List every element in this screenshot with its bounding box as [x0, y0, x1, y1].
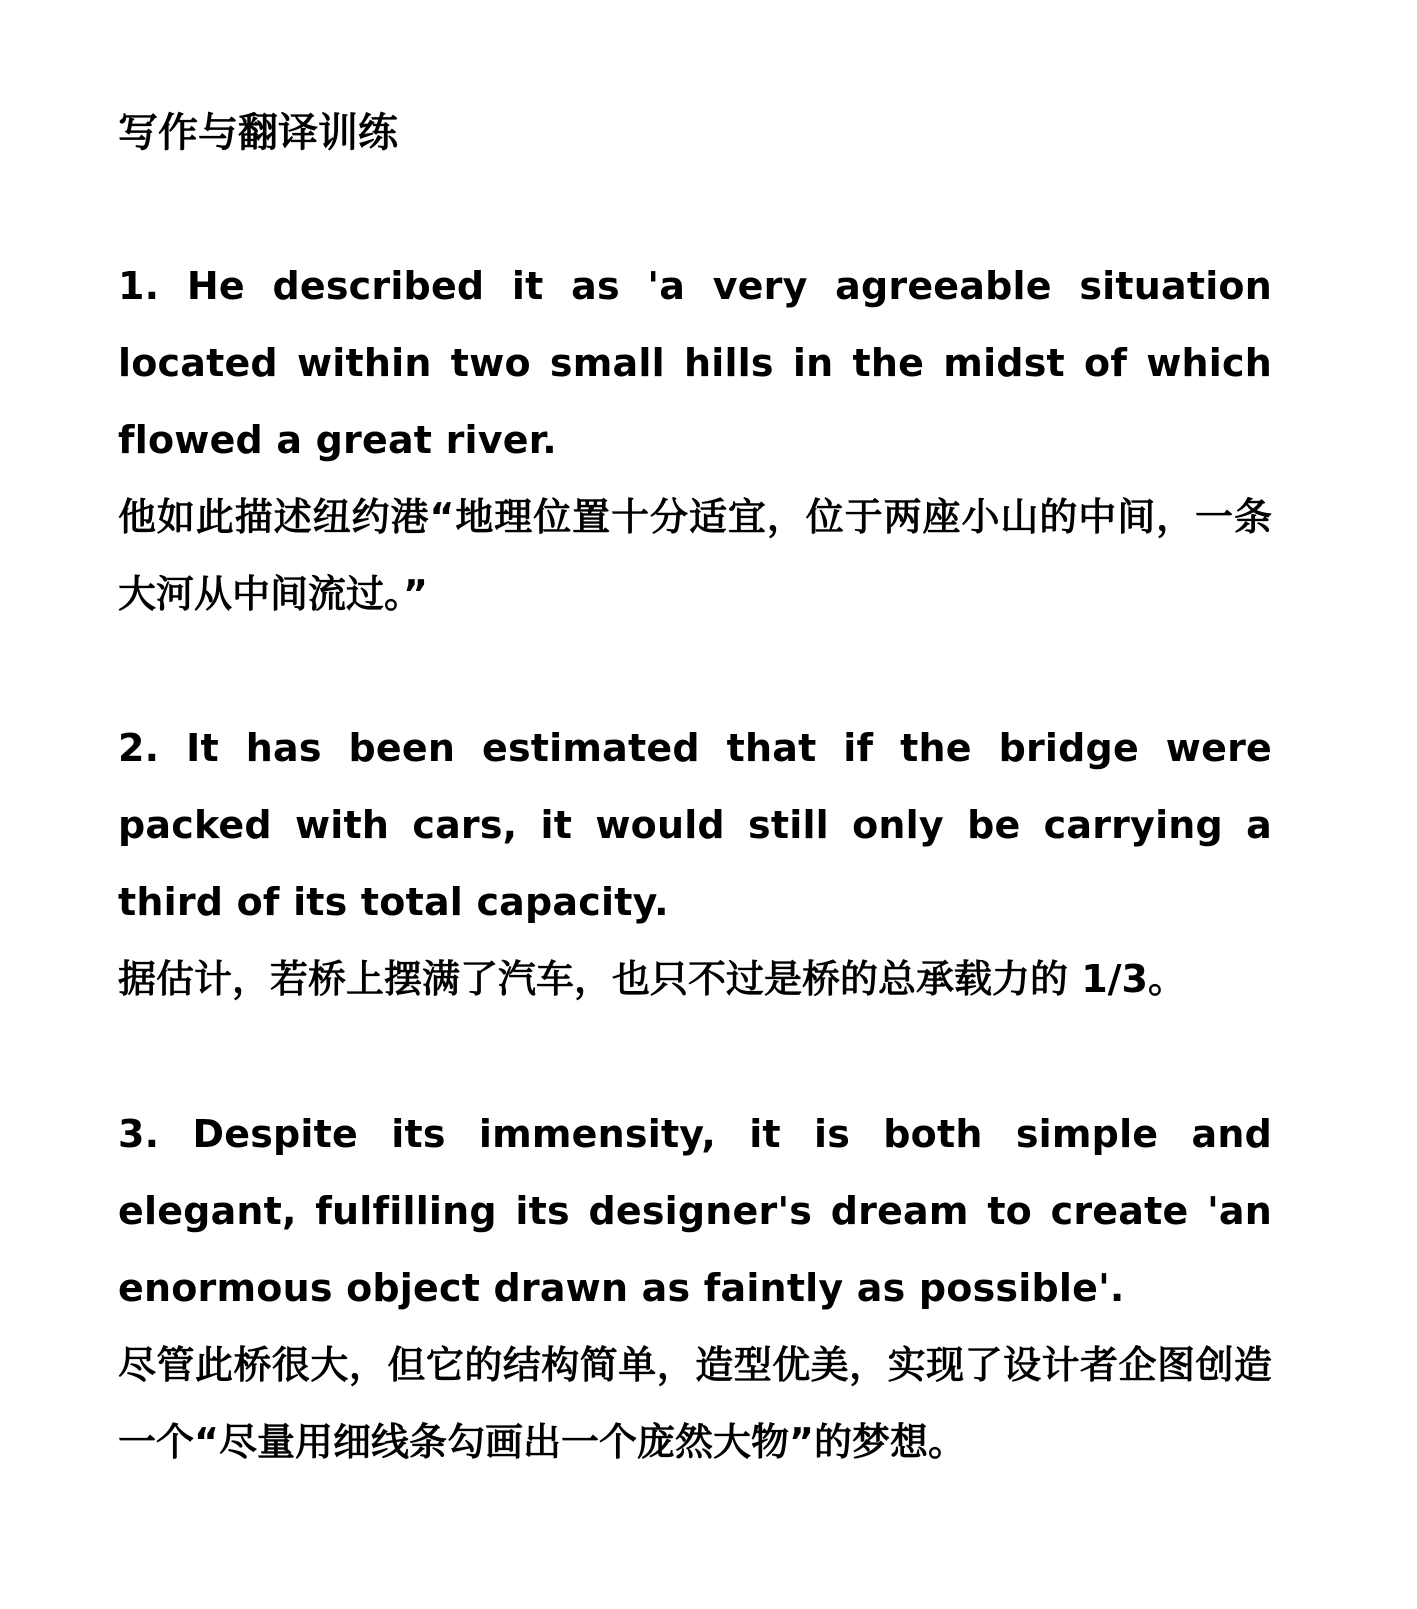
document-title: 写作与翻译训练: [118, 110, 398, 156]
english-sentence-1: 1. He described it as 'a very agreeable situation located within two small hills in the midst of which flowed a great river.: [118, 264, 1272, 462]
chinese-translation-1: 他如此描述纽约港“地理位置十分适宜，位于两座小山的中间，一条大河从中间流过。”: [118, 495, 1272, 616]
translation-item-3: [118, 1096, 1272, 1481]
chinese-translation-2: 据估计，若桥上摆满了汽车，也只不过是桥的总承载力的 1/3。: [118, 957, 1186, 1001]
translation-item-1: [118, 248, 1272, 633]
english-sentence-3: 3. Despite its immensity, it is both simple and elegant, fulfilling its designer's dream to create 'an enormous object drawn as faintly as possible'.: [118, 1112, 1272, 1310]
chinese-translation-3: 尽管此桥很大，但它的结构简单，造型优美，实现了设计者企图创造一个“尽量用细线条勾画出一个庞然大物”的梦想。: [118, 1343, 1272, 1464]
translation-item-2: [118, 710, 1272, 1018]
english-sentence-2: 2. It has been estimated that if the bridge were packed with cars, it would still only be carrying a third of its total capacity.: [118, 726, 1272, 924]
